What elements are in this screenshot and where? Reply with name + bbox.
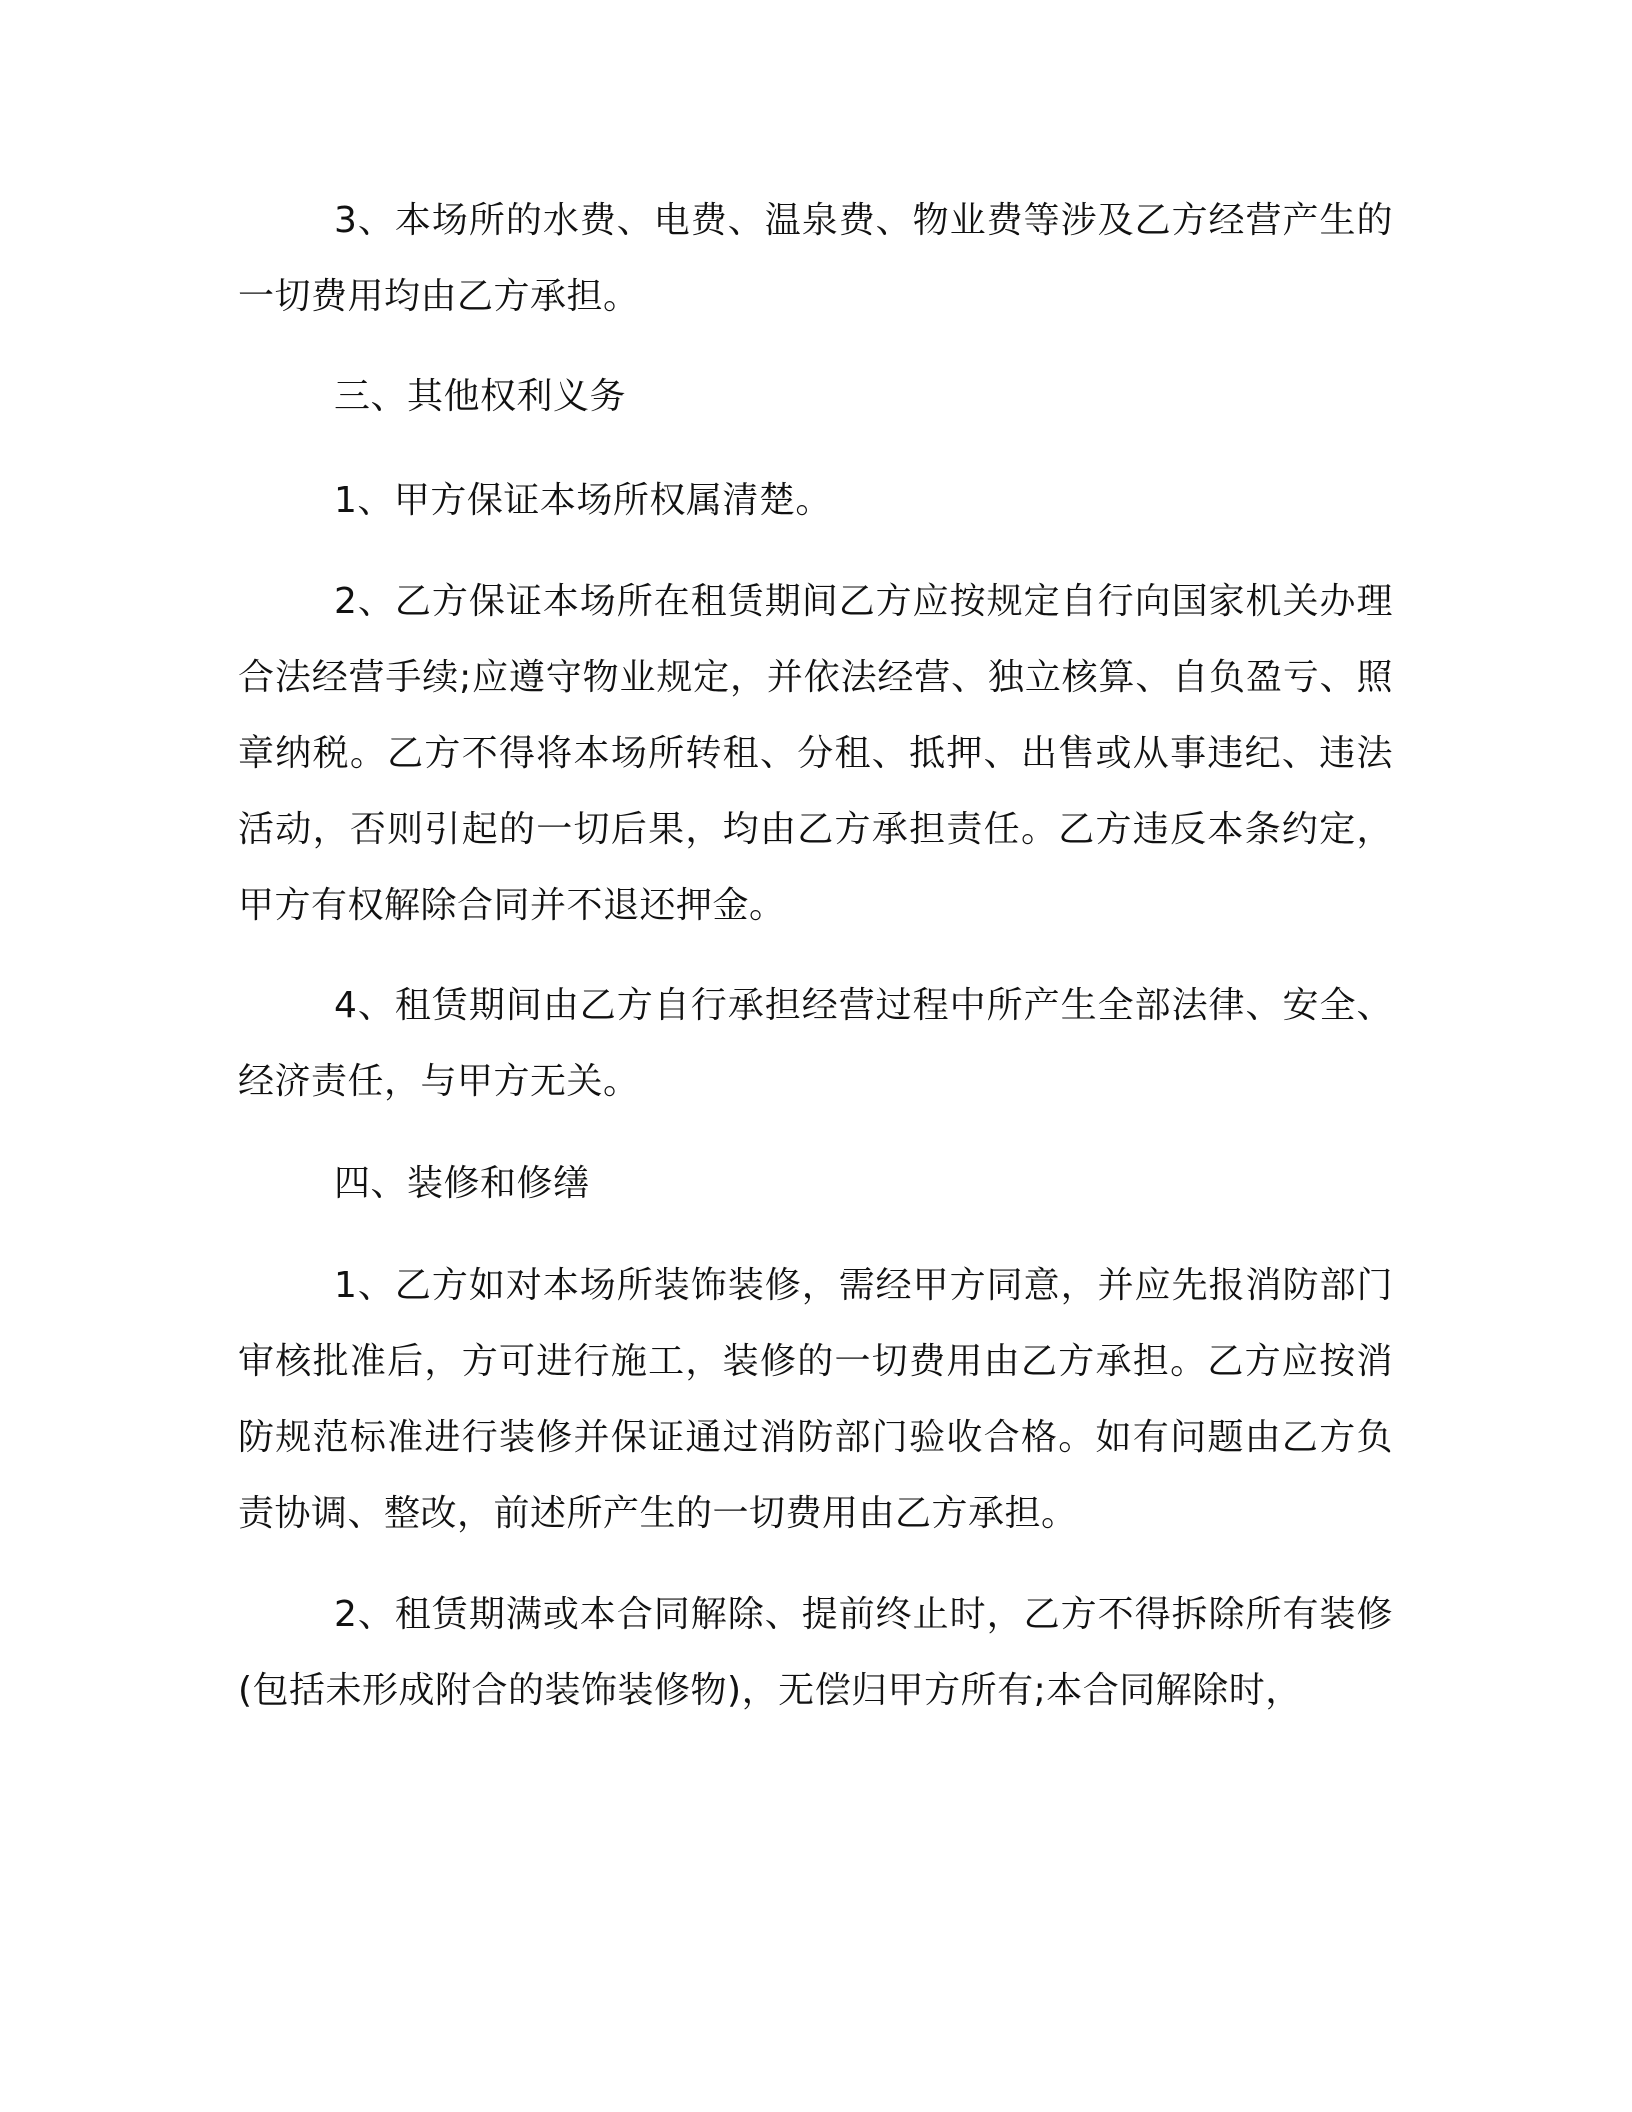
paragraph-liability-during-lease: 4、租赁期间由乙方自行承担经营过程中所产生全部法律、安全、经济责任，与甲方无关。 <box>238 985 1393 1102</box>
paragraph-decoration-approval: 1、乙方如对本场所装饰装修，需经甲方同意，并应先报消防部门审核批准后，方可进行施工，装修的一切费用由乙方承担。乙方应按消防规范标准进行装修并保证通过消防部门验收合格。如有问题由乙方负责协调、整改，前述所产生的一切费用由乙方承担。 <box>238 1265 1393 1534</box>
section-heading-other-rights-obligations: 三、其他权利义务 <box>334 376 627 417</box>
paragraph-water-electricity-fees: 3、本场所的水费、电费、温泉费、物业费等涉及乙方经营产生的一切费用均由乙方承担。 <box>238 200 1393 317</box>
paragraph-lawful-operation: 2、乙方保证本场所在租赁期间乙方应按规定自行向国家机关办理合法经营手续;应遵守物业规定，并依法经营、独立核算、自负盈亏、照章纳税。乙方不得将本场所转租、分租、抵押、出售或从事违纪、违法活动，否则引起的一切后果，均由乙方承担责任。乙方违反本条约定，甲方有权解除合同并不退还押金。 <box>238 581 1393 926</box>
paragraph-ownership-guarantee: 1、甲方保证本场所权属清楚。 <box>334 480 832 521</box>
section-heading-decoration-repair: 四、装修和修缮 <box>334 1163 590 1204</box>
paragraph-lease-end-decoration: 2、租赁期满或本合同解除、提前终止时，乙方不得拆除所有装修(包括未形成附合的装饰装修物)，无偿归甲方所有;本合同解除时， <box>238 1594 1393 1711</box>
